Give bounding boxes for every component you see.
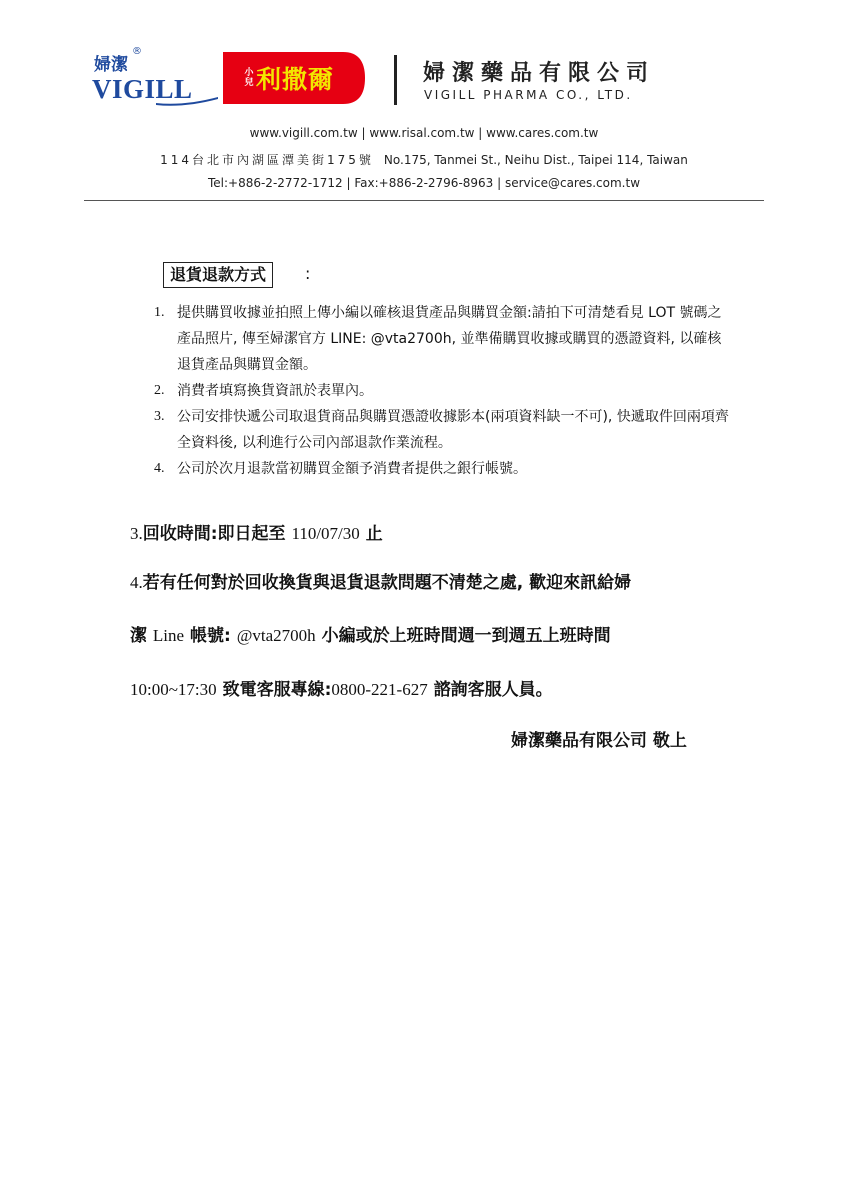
list-item-text: 消費者填寫換貨資訊於表單內。 bbox=[177, 383, 373, 399]
list-item bbox=[154, 404, 734, 456]
company-name-cn: 婦潔藥品有限公司 bbox=[423, 61, 656, 86]
vigill-logo bbox=[92, 46, 222, 108]
brand-en: VIGILL bbox=[92, 74, 193, 104]
list-item bbox=[154, 456, 734, 482]
contact-line2-c: 帳號: bbox=[184, 626, 237, 646]
header-divider bbox=[394, 55, 397, 105]
line-app-name: Line bbox=[152, 626, 185, 645]
recall-period bbox=[130, 522, 383, 546]
company-name-en: VIGILL PHARMA CO., LTD. bbox=[424, 88, 633, 102]
contact-line: Tel:+886-2-2772-1712 | Fax:+886-2-2796-8963 | service@cares.com.tw bbox=[207, 176, 641, 190]
logo-swoosh-icon bbox=[154, 94, 220, 106]
header-rule bbox=[84, 200, 764, 201]
list-item bbox=[154, 300, 734, 378]
list-item-text: 公司於次月退款當初購買金額予消費者提供之銀行帳號。 bbox=[177, 461, 527, 477]
section-title: 退貨退款方式 bbox=[163, 262, 273, 288]
list-item-text: 公司安排快遞公司取退貨商品與購買憑證收據影本(兩項資料缺一不可), 快遞取件回兩項齊全資料後, 以利進行公司內部退款作業流程。 bbox=[177, 409, 729, 451]
refund-steps-list bbox=[154, 300, 734, 482]
contact-line1-text: 若有任何對於回收換貨與退貨退款問題不清楚之處, 歡迎來訊給婦 bbox=[142, 573, 632, 593]
service-hotline: 0800-221-627 bbox=[331, 680, 428, 699]
contact-num: 4. bbox=[130, 573, 143, 592]
list-item-number: 1. bbox=[154, 305, 165, 320]
contact-paragraph-line3 bbox=[130, 678, 553, 702]
brand-cn: 婦潔 bbox=[94, 55, 128, 75]
recall-num: 3. bbox=[130, 524, 143, 543]
address-cn: 114台北市內湖區潭美街175號 bbox=[160, 153, 374, 167]
contact-line3-b: 致電客服專線: bbox=[216, 680, 332, 700]
websites-line: www.vigill.com.tw | www.risal.com.tw | www.cares.com.tw bbox=[249, 126, 599, 140]
list-item bbox=[154, 378, 734, 404]
closing-signature: 婦潔藥品有限公司 敬上 bbox=[511, 731, 687, 751]
recall-label: 回收時間:即日起至 bbox=[142, 524, 292, 544]
contact-line2-a: 潔 bbox=[130, 626, 153, 646]
contact-line2-e: 小編或於上班時間週一到週五上班時間 bbox=[315, 626, 611, 646]
recall-end: 止 bbox=[359, 524, 383, 544]
registered-mark: ® bbox=[132, 46, 142, 57]
list-item-number: 2. bbox=[154, 383, 165, 398]
section-colon: : bbox=[305, 264, 311, 283]
contact-paragraph-line1 bbox=[130, 571, 631, 595]
list-item-text: 提供購買收據並拍照上傳小編以確核退貨產品與購買金額:請拍下可清楚看見 LOT 號碼之產品照片, 傳至婦潔官方 LINE: @vta2700h, 並準備購買收據或購買的憑證資料, 以確核退貨產品與購買金額。 bbox=[177, 305, 722, 373]
contact-paragraph-line2 bbox=[130, 624, 611, 648]
contact-line3-d: 諮詢客服人員。 bbox=[427, 680, 553, 700]
service-hours: 10:00~17:30 bbox=[130, 680, 217, 699]
list-item-number: 3. bbox=[154, 409, 165, 424]
sub-brand-small: 小兒 bbox=[244, 68, 254, 88]
letterhead bbox=[0, 0, 848, 205]
line-account-id: @vta2700h bbox=[236, 626, 316, 645]
address-line bbox=[0, 151, 848, 168]
recall-date: 110/07/30 bbox=[291, 524, 360, 543]
sub-brand: 利撒爾 bbox=[256, 65, 335, 94]
risal-logo bbox=[223, 52, 365, 104]
address-en: No.175, Tanmei St., Neihu Dist., Taipei 114, Taiwan bbox=[383, 153, 688, 167]
list-item-number: 4. bbox=[154, 461, 165, 476]
